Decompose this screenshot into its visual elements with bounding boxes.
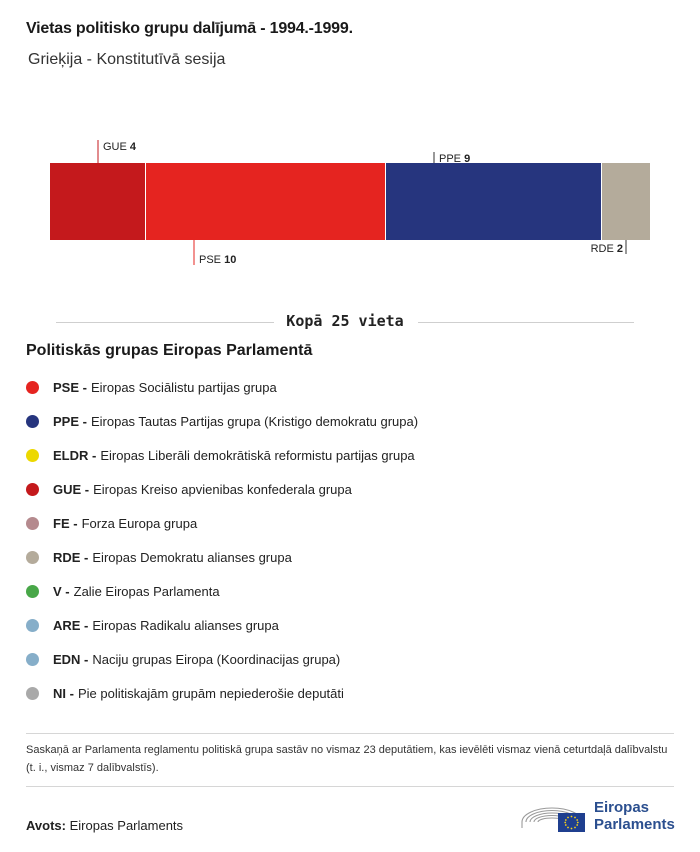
chart-subtitle: Grieķija - Konstitutīvā sesija (28, 51, 226, 68)
group-legend (26, 370, 418, 710)
footnote: Saskaņā ar Parlamenta reglamentu politiskā grupa sastāv no vismaz 23 deputātiem, kas ievēlēti vismaz vienā ceturtdaļā dalībvalstu (t. i., vismaz 7 dalībvalstīs). (26, 744, 668, 774)
legend-title: Politiskās grupas Eiropas Parlamentā (26, 342, 313, 359)
legend-item (26, 676, 418, 710)
legend-swatch-icon (26, 483, 39, 496)
legend-item (26, 506, 418, 540)
total-seats-label: Kopā 25 vieta (286, 312, 404, 330)
legend-text: Pie politiskajām grupām nepiederošie deputāti (77, 685, 344, 701)
source-value: Eiropas Parlaments (69, 818, 184, 833)
segment-label-value: 9 (464, 153, 471, 165)
note-divider-top (26, 733, 674, 734)
legend-item (26, 540, 418, 574)
legend-text: Eiropas Tautas Partijas grupa (Kristigo demokratu grupa) (90, 413, 419, 429)
legend-abbr: RDE - (53, 549, 89, 565)
logo-text-line1: Eiropas (594, 799, 650, 816)
segment-label-name: GUE (103, 141, 130, 153)
legend-swatch-icon (26, 449, 39, 462)
seat-distribution-chart (0, 130, 700, 280)
total-seats-row (56, 310, 634, 334)
legend-swatch-icon (26, 619, 39, 632)
segment-label-value: 4 (129, 141, 137, 153)
legend-text: Eiropas Radikalu alianses grupa (92, 617, 279, 633)
bar-segment-ppe (386, 163, 601, 240)
legend-abbr: PSE - (53, 379, 87, 395)
legend-abbr: ELDR - (53, 447, 97, 463)
legend-text: Naciju grupas Eiropa (Koordinacijas grupa) (92, 651, 341, 667)
segment-label-value: 10 (224, 254, 237, 266)
legend-text: Eiropas Demokratu alianses grupa (92, 549, 292, 565)
legend-item (26, 642, 418, 676)
legend-item (26, 472, 418, 506)
segment-label-name: RDE (590, 243, 617, 255)
segment-label-gue (103, 141, 137, 153)
legend-abbr: GUE - (53, 481, 90, 497)
chart-title: Vietas politisko grupu dalījumā - 1994.-1999. (26, 20, 353, 37)
legend-abbr: V - (53, 583, 70, 599)
legend-text: Eiropas Liberāli demokrātiskā reformistu partijas grupa (100, 447, 415, 463)
legend-text: Eiropas Kreiso apvienibas konfederala grupa (93, 481, 352, 497)
legend-item (26, 608, 418, 642)
legend-text: Forza Europa grupa (81, 515, 198, 531)
parliament-hemicycle-icon (520, 796, 592, 836)
segment-label-rde (591, 243, 623, 255)
segment-label-name: PSE (199, 254, 225, 266)
logo-text-line2: Parlaments (594, 816, 675, 833)
legend-item (26, 370, 418, 404)
legend-abbr: ARE - (53, 617, 89, 633)
legend-swatch-icon (26, 517, 39, 530)
legend-item (26, 404, 418, 438)
legend-swatch-icon (26, 551, 39, 564)
segment-label-name: PPE (439, 153, 465, 165)
note-divider-bottom (26, 786, 674, 787)
total-divider-right (418, 322, 634, 323)
legend-text: Zalie Eiropas Parlamenta (73, 583, 220, 599)
legend-text: Eiropas Sociālistu partijas grupa (90, 379, 277, 395)
legend-abbr: FE - (53, 515, 78, 531)
segment-label-value: 2 (616, 243, 623, 255)
legend-abbr: NI - (53, 685, 74, 701)
source-line (26, 818, 183, 833)
legend-swatch-icon (26, 653, 39, 666)
bar-segment-rde (602, 163, 650, 240)
legend-item (26, 438, 418, 472)
source-label: Avots: (26, 818, 66, 833)
legend-item (26, 574, 418, 608)
segment-label-pse (199, 254, 236, 266)
legend-swatch-icon (26, 381, 39, 394)
bar-segment-gue (50, 163, 145, 240)
legend-swatch-icon (26, 415, 39, 428)
logo-text (594, 799, 675, 833)
segment-label-ppe (439, 153, 470, 165)
european-parliament-logo (520, 796, 680, 836)
legend-abbr: PPE - (53, 413, 87, 429)
legend-swatch-icon (26, 687, 39, 700)
bar-segment-pse (146, 163, 385, 240)
legend-swatch-icon (26, 585, 39, 598)
legend-abbr: EDN - (53, 651, 89, 667)
